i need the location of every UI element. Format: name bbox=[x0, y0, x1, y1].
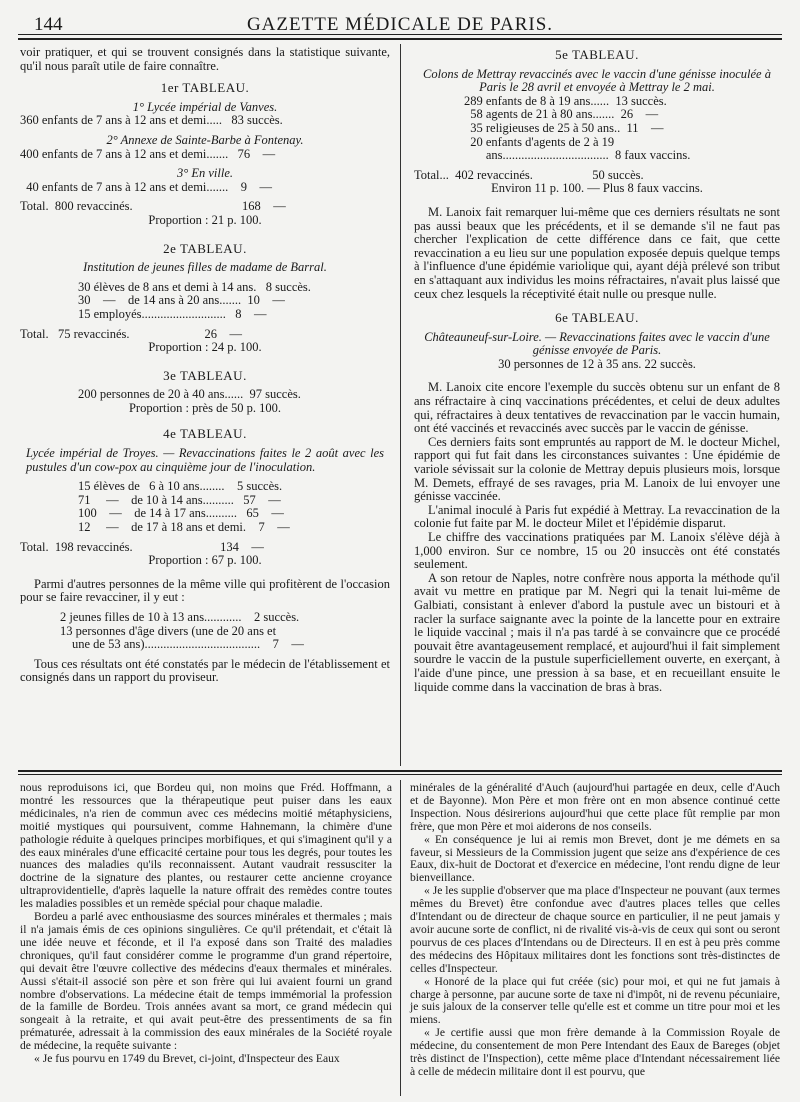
header-rule-thick bbox=[18, 38, 782, 40]
feuilleton-right-column bbox=[410, 782, 780, 1079]
table-2-row: 30 — de 14 ans à 20 ans....... 10 — bbox=[78, 293, 285, 308]
column-divider bbox=[400, 44, 401, 766]
table-1-subtitle-2: 2° Annexe de Sainte-Barbe à Fontenay. bbox=[106, 132, 304, 147]
table-4-row: 12 — de 17 à 18 ans et demi. 7 — bbox=[78, 520, 290, 535]
paragraph: Ces derniers faits sont empruntés au rapport de M. le docteur Michel, rapport qui fut fait dans les circonstances suivantes : Une épidémie de variole sévissait sur la colonie de Mettray depuis plusieurs mois, lorsque M. Demets, effrayé de ses ravages, pria M. Lanoix de lui envoyer une génisse vaccinée. bbox=[414, 434, 780, 504]
extra-row: 2 jeunes filles de 10 à 13 ans............ 2 succès. bbox=[60, 610, 300, 624]
table-6-title: 6e TABLEAU. bbox=[555, 310, 639, 326]
section-rule-thin bbox=[18, 774, 782, 775]
table-1-row: 360 enfants de 7 ans à 12 ans et demi..... 83 succès. bbox=[20, 113, 283, 128]
table-4-row: 15 élèves de 6 à 10 ans........ 5 succès. bbox=[78, 479, 283, 494]
table-5-row: 289 enfants de 8 à 19 ans...... 13 succès. bbox=[464, 93, 667, 108]
table-2-title: 2e TABLEAU. bbox=[163, 240, 247, 256]
table-5-row: ans.................................. 8 faux vaccins. bbox=[464, 148, 691, 163]
table-4-title: 4e TABLEAU. bbox=[163, 426, 247, 442]
page-number: 144 bbox=[34, 14, 63, 35]
paragraph: L'animal inoculé à Paris fut expédié à Mettray. La revaccination de la colonie fut faite par M. le docteur Milet et l'épidémie disparut. bbox=[414, 502, 780, 531]
extra-row: une de 53 ans)..................................... 7 — bbox=[72, 637, 304, 652]
table-2-total: Total. 75 revaccinés. 26 — bbox=[20, 326, 242, 341]
paragraph: Parmi d'autres personnes de la même ville qui profitèrent de l'occasion pour se faire revacciner, il y eut : bbox=[20, 576, 390, 605]
table-6-subtitle: Châteauneuf-sur-Loire. — Revaccinations faites avec le vaccin d'une génisse envoyée de Paris. bbox=[424, 329, 770, 358]
table-2-row: 15 employés........................... 8 — bbox=[78, 306, 267, 321]
table-6-row: 30 personnes de 12 à 35 ans. 22 succès. bbox=[498, 356, 696, 371]
paragraph: A son retour de Naples, notre confrère nous apporta la méthode qu'il avait vu mettre en pratique par M. Negri qui la tenait lui-même de Galbiati, consistant à enlever d'abord la pustule avec un bistouri et à racler la surface saignante avec la pointe de la lancette pour en extraire le liquide vaccinal ; mais il n'a pas tardé à se convaincre que ce procédé pouvait être avantageusement remplacé, et aujourd'hui il fait simplement sourdre le vaccin de la pustule superficiellement ouverte, en exerçant, à l'aide d'une pince, une pression à sa base, et en recueillant ensuite le liquide comme dans la vaccination de bras à bras. bbox=[414, 570, 780, 694]
table-4-subtitle: Lycée impérial de Troyes. — Revaccinations faites le 2 août avec les pustules d'un cow-pox au cinquième jour de l'inoculation. bbox=[26, 446, 384, 474]
table-3-proportion: Proportion : près de 50 p. 100. bbox=[128, 400, 282, 415]
table-2-row: 30 élèves de 8 ans et demi à 14 ans. 8 succès. bbox=[78, 279, 311, 294]
paragraph: nous reproduisons ici, que Bordeu qui, non moins que Fréd. Hoffmann, a montré les ressources que la thérapeutique peut puiser dans les eaux médicinales, n'a rien de commun avec ces médecins moitié métaphysiciens, moitié mystiques qui poursuivent, comme Hahnemann, la chimère d'une pathologie réduite à quelques principes morbifiques, et qui s'imaginent qu'il y a des eaux minérales d'une efficacité certaine pour tous les degrés, pour toutes les nuances des maladies qu'ils reconnaissent. Autant vaudrait ressusciter la doctrine de la signature des plantes, ou restaurer cette ancienne croyance ultraprovidentielle, d'après laquelle la nature offrait des remèdes contre toutes les maladies possibles et un remède spécial pour chaque maladie. bbox=[20, 781, 392, 911]
paragraph: M. Lanoix fait remarquer lui-même que ces derniers résultats ne sont pas aussi beaux que les précédents, et il se demande s'il ne faut pas chercher l'explication de cette différence dans ce fait, que cette revaccination a eu lieu sur une population exposée depuis quelque temps à l'influence d'une épidémie variolique qui, ayant déjà prélevé son tribut en s'attaquant aux individus les moins réfractaires, n'avait plus laissé que ceux chez lesquels la réceptivité était nulle ou presque nulle. bbox=[414, 204, 780, 301]
feuilleton-left-column bbox=[20, 782, 392, 1066]
paragraph: Tous ces résultats ont été constatés par le médecin de l'établissement et consignés dans un rapport du proviseur. bbox=[20, 656, 390, 685]
table-4-row: 71 — de 10 à 14 ans.......... 57 — bbox=[78, 492, 281, 507]
page-header bbox=[0, 8, 800, 34]
paragraph: M. Lanoix cite encore l'exemple du succès obtenu sur un enfant de 8 ans réfractaire à cinq vaccinations précédentes, et celui de deux adultes qui, réfractaires à deux tentatives de revaccination par le vaccin humain, ont été vaccinés et revaccinés avec succès par le vaccin de génisse. bbox=[414, 380, 780, 436]
table-4-proportion: Proportion : 67 p. 100. bbox=[148, 553, 262, 568]
table-3-row: 200 personnes de 20 à 40 ans...... 97 succès. bbox=[78, 387, 301, 402]
paragraph: Bordeu a parlé avec enthousiasme des sources minérales et thermales ; mais il n'a jamais émis de ces opinions singulières. Ce qu'il prétendait, et c'était là une idée neuve et féconde, et il l'a exposé dans son Traité des maladies chroniques, qu'il faut considérer comme le programme d'un grand répertoire, qui devait être l'œuvre collective des médecins d'eaux thermales et minérales. Aussi s'était-il associé son père et son frère qui lui avaient fourni un grand nombre d'observations. La médecine était de temps immémorial la profession de la famille de Bordeu. Trois années avant sa mort, ce grand médecin qui songeait à la retraite, et qui avait peut-être des pressentiments de sa fin prématurée, adressait à la commission des eaux minérales de la Société royale de médecine, la requête suivante : bbox=[20, 910, 392, 1053]
table-1-row: 400 enfants de 7 ans à 12 ans et demi....... 76 — bbox=[20, 146, 276, 161]
table-1-subtitle-1: 1° Lycée impérial de Vanves. bbox=[132, 99, 278, 114]
intro-text: voir pratiquer, et qui se trouvent consignés dans la statistique suivante, qu'il nous paraît utile de faire connaître. bbox=[20, 45, 390, 73]
left-column bbox=[20, 46, 390, 685]
table-5-row: 58 agents de 21 à 80 ans....... 26 — bbox=[464, 107, 659, 122]
table-1-row: 40 enfants de 7 ans à 12 ans et demi....... 9 — bbox=[20, 179, 273, 194]
paragraph: « Je les supplie d'observer que ma place d'Inspecteur ne pouvant (aux termes mêmes du Brevet) être confondue avec d'autres places telles que celles d'Intendant ou de directeur de chaque source en particulier, il ne peut jamais y avoir aucune sorte de conflict, ni de rivalité vis-à-vis de ceux qui sont ou seront pourvus de ces places d'Intendans ou de Directeurs. Il en est à peu près comme des médecins des Hôpitaux militaires dont les fonctions sont très-distinctes de celles d'Inspecteur. bbox=[410, 884, 780, 975]
paragraph: « En conséquence je lui ai remis mon Brevet, dont je me démets en sa faveur, si Messieurs de la Commission jugent que seize ans d'expérience de ces Eaux, dix-huit de Doctorat et d'exercice en médecine, l'ont rendu digne de leur bienveillance. bbox=[410, 832, 780, 885]
table-5-subtitle: Colons de Mettray revaccinés avec le vaccin d'une génisse inoculée à Paris le 28 avril et envoyée à Mettray le 2 mai. bbox=[423, 66, 771, 95]
header-rule bbox=[18, 34, 782, 35]
table-2-proportion: Proportion : 24 p. 100. bbox=[148, 340, 262, 355]
paragraph: « Je fus pourvu en 1749 du Brevet, ci-joint, d'Inspecteur des Eaux bbox=[34, 1052, 340, 1066]
paragraph: Le chiffre des vaccinations pratiquées par M. Lanoix s'élève déjà à 1,000 environ. Sur ce nombre, 15 ou 20 insuccès ont été constatés seulement. bbox=[414, 530, 780, 572]
paragraph: minérales de la généralité d'Auch (aujourd'hui partagée en deux, celle d'Auch et de Bayonne). Mon Père et mon frère ont en mon absence continué cette Inspection. Nous désirerions aujourd'hui que cette place fût remplie par mon frère, que mon Père et moi aiderons de nos conseils. bbox=[410, 781, 780, 833]
extra-row: 13 personnes d'âge divers (une de 20 ans et bbox=[60, 623, 277, 638]
table-4-row: 100 — de 14 à 17 ans.......... 65 — bbox=[78, 506, 284, 521]
table-5-title: 5e TABLEAU. bbox=[555, 47, 639, 62]
section-rule bbox=[18, 770, 782, 772]
table-5-row: 20 enfants d'agents de 2 à 19 bbox=[464, 134, 615, 149]
table-1-proportion: Proportion : 21 p. 100. bbox=[148, 212, 262, 227]
table-4-total: Total. 198 revaccinés. 134 — bbox=[20, 539, 264, 554]
table-1-total: Total. 800 revaccinés. 168 — bbox=[20, 199, 286, 214]
table-1-title: 1er TABLEAU. bbox=[160, 80, 250, 96]
column-divider bbox=[400, 780, 401, 1096]
table-5-total: Total... 402 revaccinés. 50 succès. bbox=[414, 167, 644, 182]
paragraph: « Je certifie aussi que mon frère demande à la Commission Royale de médecine, du consentement de mon Pere Intendant des Eaux de Bareges (objet très distinct de l'Inspection), cette même place d'Intendant nécessairement liée à celle de médecin militaire dont il est pourvu, que bbox=[410, 1026, 780, 1078]
table-3-title: 3e TABLEAU. bbox=[163, 367, 247, 383]
table-1-subtitle-3: 3° En ville. bbox=[176, 166, 234, 181]
table-5-proportion: Environ 11 p. 100. — Plus 8 faux vaccins. bbox=[491, 181, 703, 196]
table-5-row: 35 religieuses de 25 à 50 ans.. 11 — bbox=[464, 120, 664, 135]
right-column bbox=[414, 46, 780, 694]
table-2-subtitle: Institution de jeunes filles de madame de Barral. bbox=[83, 260, 327, 275]
journal-title: GAZETTE MÉDICALE DE PARIS. bbox=[246, 14, 554, 35]
paragraph: « Honoré de la place qui fut créée (sic) pour moi, et qui ne fut jamais à charge à personne, par aucune sorte de taxe ni d'impôt, ni de revenu pécuniaire, je suis jaloux de la conserver telle qu'elle est et comme un titre pour moi et les miens. bbox=[410, 974, 780, 1027]
